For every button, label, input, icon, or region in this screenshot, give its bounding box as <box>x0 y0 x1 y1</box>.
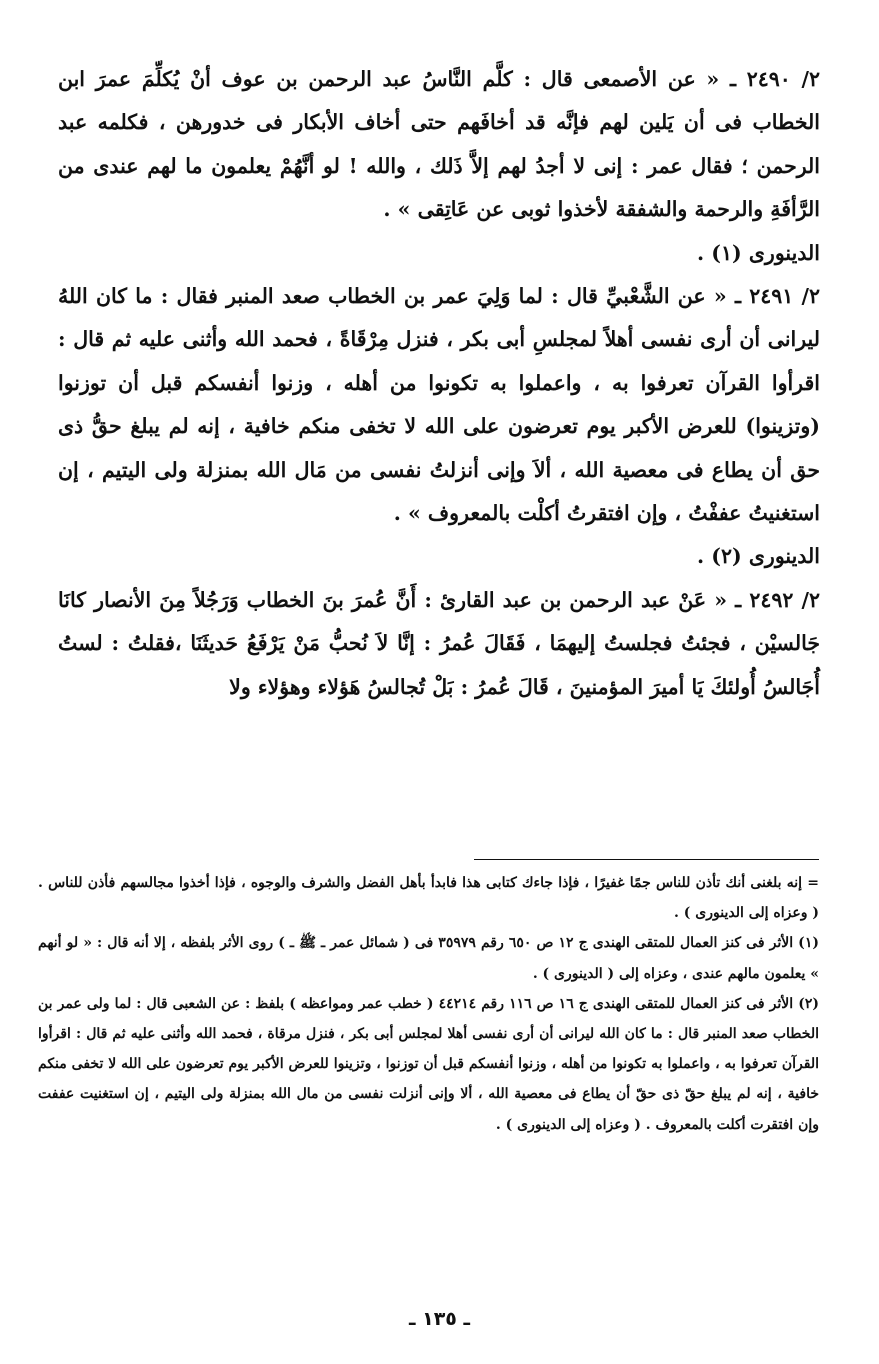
footnote-continuation: = إنه بلغنى أنك تأذن للناس جمًا غفيرًا ، فإذا جاءك كتابى هذا فابدأ بأهل الفضل والشرف والوجوه ، فإذا أخذوا مجالسهم فأذن للناس . ( وعزاه إلى الدينورى ) . <box>38 875 819 922</box>
hadith-2492: ٢/ ٢٤٩٢ ـ « عَنْ عبد الرحمن بن عبد القارئ : أَنَّ عُمرَ بنَ الخطاب وَرَجُلاً مِنَ الأنصار كانَا جَالسيْن ، فجئتُ فجلستُ إليهمَا ، فَقَالَ عُمرُ : إنَّا لاَ نُحبُّ مَنْ يَرْفَعُ حَديثَنَا ،فقلتُ : لستُ أُجَالسُ أُولئكَ يَا أميرَ المؤمنينَ ، قَالَ عُمرُ : بَلْ تُجالسُ هَؤلاء وهؤلاء ولا <box>58 587 821 699</box>
source-citation-1: الدينورى (١) . <box>697 240 820 265</box>
hadith-2490: ٢/ ٢٤٩٠ ـ « عن الأصمعى قال : كلَّم النَّاسُ عبد الرحمن بن عوف أنْ يُكلِّمَ عمرَ ابن الخطاب فى أن يَلين لهم فإنَّه قد أخافَهم حتى أخاف الأبكار فى خدورهن ، فكلمه عبد الرحمن ؛ فقال عمر : إنى لا أجدُ لهم إلاَّ ذَلك ، والله ! لو أنَّهُمْ يعلمون ما لهم عندى من الرَّأفَةِ والرحمة والشفقة لأخذوا ثوبى عن عَاتِقى » . <box>58 67 821 222</box>
main-text <box>58 58 820 709</box>
footnote-divider <box>474 859 819 860</box>
footnotes <box>38 868 819 1140</box>
footnote-2: (٢) الأثر فى كنز العمال للمتقى الهندى ج ١٦ ص ١١٦ رقم ٤٤٢١٤ ( خطب عمر ومواعظه ) بلفظ : عن الشعبى قال : لما ولى عمر بن الخطاب صعد المنبر قال : ما كان الله ليرانى أن أرى نفسى أهلا لمجلس أبى بكر ، فنزل مرقاة ، فحمد الله وأثنى عليه ثم قال : اقرأوا القرآن تعرفوا به ، واعملوا به تكونوا من أهله ، وزنوا أنفسكم قبل أن توزنوا ، وتزينوا للعرض الأكبر يوم تعرضون على الله لا تخفى منكم خافية ، إنه لم يبلغ حقّ ذى حقّ أن يطاع فى معصية الله ، ألا وإنى أنزلت نفسى من مال الله بمنزلة ولى اليتيم ، إن استغنيت عففت وإن افتقرت أكلت بالمعروف . ( وعزاه إلى الدينورى ) . <box>38 995 819 1133</box>
hadith-2491: ٢/ ٢٤٩١ ـ « عن الشَّعْبيِّ قال : لما وَلِيَ عمر بن الخطاب صعد المنبر فقال : ما كان اللهُ ليرانى أن أرى نفسى أهلاً لمجلسِ أبى بكر ، فنزل مِرْقَاةً ، فحمد الله وأثنى عليه ثم قال : اقرأوا القرآن تعرفوا به ، واعملوا به تكونوا من أهله ، وزنوا أنفسكم قبل أن توزنوا (وتزينوا) للعرض الأكبر يوم تعرضون على الله لا تخفى منكم خافية ، إنه لم يبلغ حقُّ ذى حق أن يطاع فى معصية الله ، ألاَ وإنى أنزلتُ نفسى من مَال الله بمنزلة ولى اليتيم ، إن استغنيتُ عففْتُ ، وإن افتقرتُ أكلْت بالمعروف » . <box>58 284 820 526</box>
footnote-1: (١) الأثر فى كنز العمال للمتقى الهندى ج ١٢ ص ٦٥٠ رقم ٣٥٩٧٩ فى ( شمائل عمر ـ ﷺ ـ ) روى الأثر بلفظه ، إلا أنه قال : « لو أنهم » يعلمون مالهم عندى ، وعزاه إلى ( الدينورى ) . <box>38 935 819 982</box>
source-citation-2: الدينورى (٢) . <box>697 544 820 569</box>
page-number: ـ ١٣٥ ـ <box>408 1308 470 1330</box>
